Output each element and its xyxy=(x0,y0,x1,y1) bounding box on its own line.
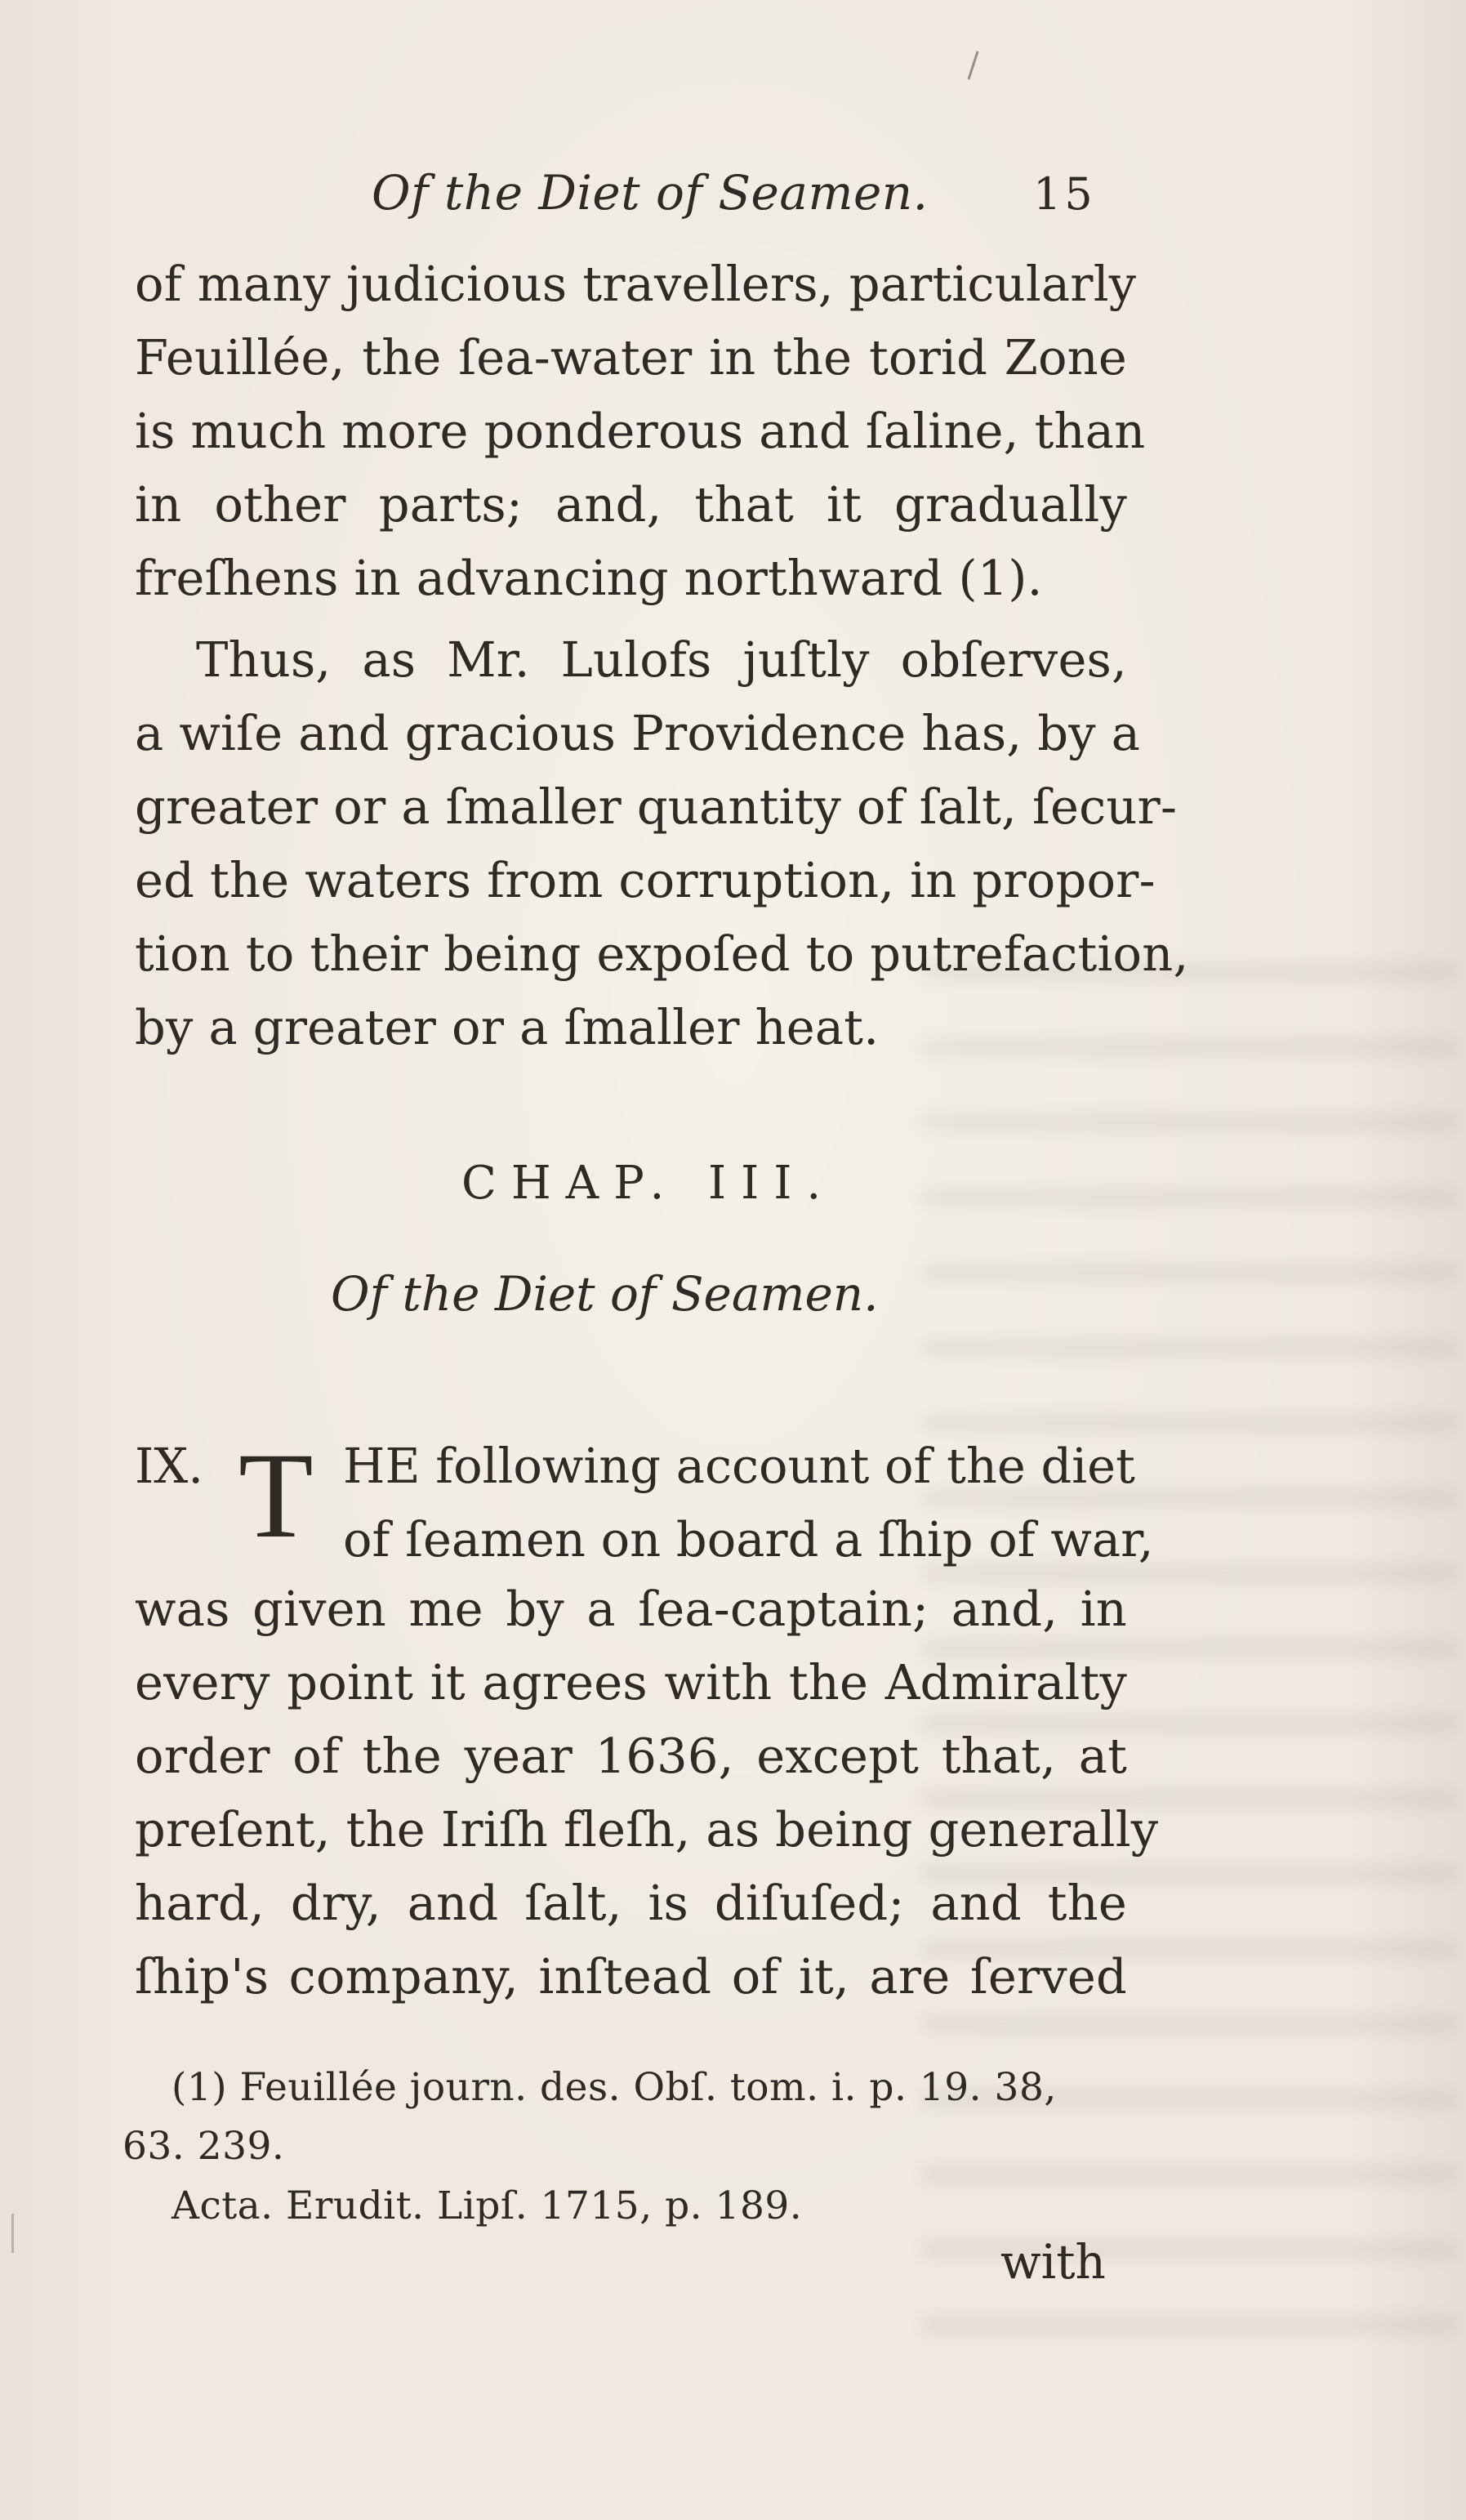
page-number: 15 xyxy=(1033,168,1096,220)
margin-mark-left xyxy=(11,2214,14,2253)
paragraph-2-line-4: ed the waters from corruption, in propor- xyxy=(135,852,1156,908)
section-line-3: order of the year 1636, except that, at xyxy=(135,1728,1127,1784)
paragraph-1-line-5: freſhens in advancing northward (1). xyxy=(135,550,1043,606)
section-line-1: was given me by a ſea-captain; and, in xyxy=(135,1581,1127,1637)
chapter-subtitle: Of the Diet of Seamen. xyxy=(331,1266,879,1322)
paragraph-2-line-1: Thus, as Mr. Lulofs juſtly obſerves, xyxy=(196,631,1127,688)
section-line-2: every point it agrees with the Admiralty xyxy=(135,1654,1127,1710)
paragraph-2-line-5: tion to their being expoſed to putrefaction, xyxy=(135,925,1189,982)
paragraph-1-line-1: of many judicious travellers, particularly xyxy=(135,256,1137,312)
paragraph-1-line-4: in other parts; and, that it gradually xyxy=(135,476,1127,533)
paragraph-1-line-3: is much more ponderous and ſaline, than xyxy=(135,403,1146,459)
section-second-line: of ſeamen on board a ſhip of war, xyxy=(343,1511,1154,1568)
footnote-line-1: (1) Feuillée journ. des. Obſ. tom. i. p. 19. 38, xyxy=(172,2065,1057,2110)
chapter-heading: CHAP. III. xyxy=(461,1157,836,1210)
paragraph-2-line-6: by a greater or a ſmaller heat. xyxy=(135,999,880,1055)
section-line-5: hard, dry, and ſalt, is diſuſed; and the xyxy=(135,1875,1127,1931)
margin-mark-top xyxy=(968,51,979,79)
paragraph-2-line-2: a wiſe and gracious Providence has, by a xyxy=(135,705,1141,761)
section-number: IX. xyxy=(135,1438,204,1494)
drop-cap: T xyxy=(238,1428,314,1563)
footnote-line-3: Acta. Erudit. Lipſ. 1715, p. 189. xyxy=(172,2183,803,2228)
section-line-4: preſent, the Iriſh fleſh, as being generally xyxy=(135,1801,1159,1858)
section-first-line: HE following account of the diet xyxy=(343,1438,1135,1494)
paragraph-2-line-3: greater or a ſmaller quantity of ſalt, ſecur- xyxy=(135,778,1178,835)
catchword: with xyxy=(1000,2234,1106,2290)
footnote-line-2: 63. 239. xyxy=(123,2124,285,2169)
paragraph-1-line-2: Feuillée, the ſea-water in the torid Zone xyxy=(135,329,1127,386)
section-line-6: ſhip's company, inſtead of it, are ſerved xyxy=(135,1948,1127,2005)
running-header-title: Of the Diet of Seamen. xyxy=(372,165,929,221)
